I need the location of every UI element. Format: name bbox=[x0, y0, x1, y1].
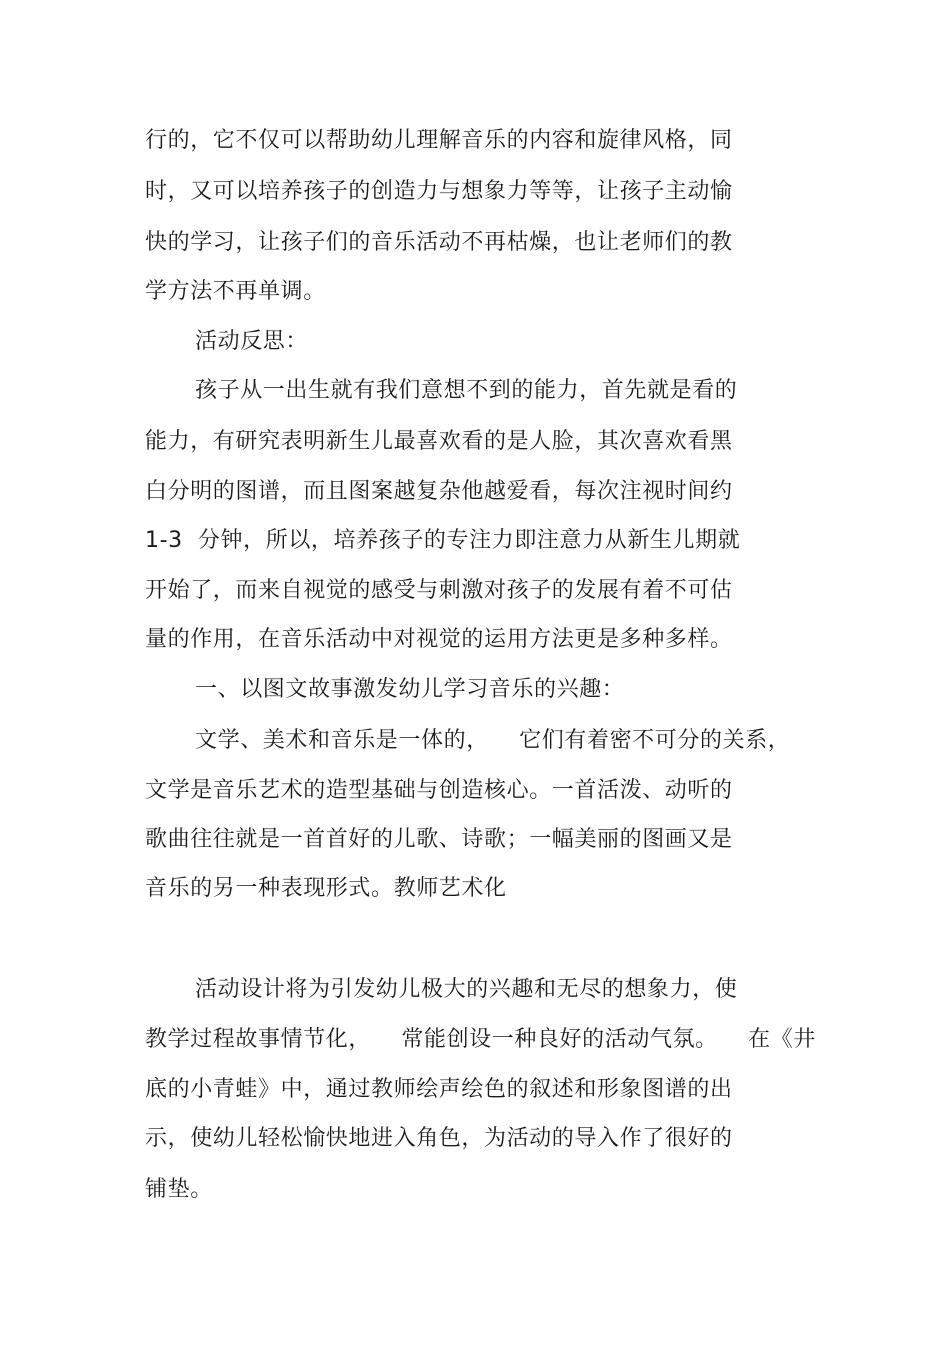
text-line: 白分明的图谱，而且图案越复杂他越爱看，每次注视时间约 bbox=[145, 479, 733, 504]
text-line: 1-3 分钟，所以，培养孩子的专注力即注意力从新生儿期就 bbox=[145, 528, 741, 553]
subsection-heading: 一、以图文故事激发幼儿学习音乐的兴趣： bbox=[195, 677, 625, 702]
text-line: 示，使幼儿轻松愉快地进入角色，为活动的导入作了很好的 bbox=[145, 1126, 733, 1151]
text-line: 底的小青蛙》中，通过教师绘声绘色的叙述和形象图谱的出 bbox=[145, 1077, 733, 1102]
text-line: 行的，它不仅可以帮助幼儿理解音乐的内容和旋律风格，同 bbox=[145, 128, 733, 153]
text-line: 开始了，而来自视觉的感受与刺激对孩子的发展有着不可估 bbox=[145, 578, 733, 603]
text-line: 孩子从一出生就有我们意想不到的能力，首先就是看的 bbox=[195, 378, 738, 403]
text-line: 铺垫。 bbox=[145, 1177, 213, 1202]
text-line: 快的学习，让孩子们的音乐活动不再枯燥，也让老师们的教 bbox=[145, 230, 733, 255]
section-heading: 活动反思： bbox=[195, 329, 309, 354]
text-line: 时，又可以培养孩子的创造力与想象力等等，让孩子主动愉 bbox=[145, 179, 733, 204]
text-line: 音乐的另一种表现形式。教师艺术化 bbox=[145, 876, 507, 901]
text-line: 文学是音乐艺术的造型基础与创造核心。一首活泼、动听的 bbox=[145, 778, 733, 803]
text-line: 学方法不再单调。 bbox=[145, 279, 326, 304]
text-line: 文学、美术和音乐是一体的， 它们有着密不可分的关系， bbox=[195, 728, 791, 753]
text-line: 教学过程故事情节化， 常能创设一种良好的活动气氛。 在《井 bbox=[145, 1027, 816, 1052]
text-line: 能力，有研究表明新生儿最喜欢看的是人脸，其次喜欢看黑 bbox=[145, 429, 733, 454]
text-line: 歌曲往往就是一首首好的儿歌、诗歌；一幅美丽的图画又是 bbox=[145, 827, 733, 852]
text-line: 量的作用，在音乐活动中对视觉的运用方法更是多种多样。 bbox=[145, 627, 733, 652]
text-line: 活动设计将为引发幼儿极大的兴趣和无尽的想象力，使 bbox=[195, 977, 738, 1002]
